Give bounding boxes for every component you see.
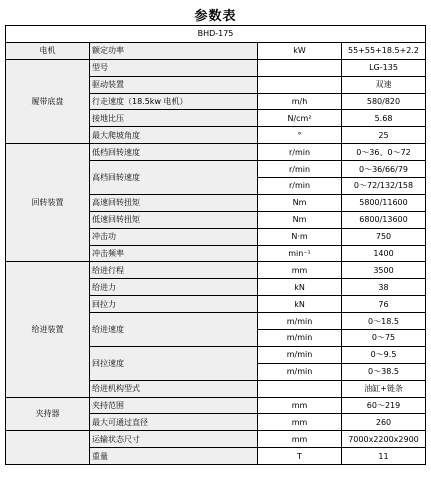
category-cell: 回转装置 [6, 144, 90, 262]
parameter-name: 给进速度 [90, 313, 258, 347]
value-cell: 750 [342, 228, 426, 245]
unit-cell: T [258, 448, 342, 465]
unit-cell: N·m [258, 228, 342, 245]
value-cell: 1400 [342, 245, 426, 262]
unit-cell: mm [258, 431, 342, 448]
parameter-name: 冲击频率 [90, 245, 258, 262]
unit-cell: r/min [258, 144, 342, 161]
parameter-name: 低速回转扭矩 [90, 211, 258, 228]
parameter-name: 低档回转速度 [90, 144, 258, 161]
category-cell [6, 431, 90, 465]
category-cell: 夹持器 [6, 397, 90, 431]
unit-cell: kN [258, 279, 342, 296]
value-cell: 0～9.5 [342, 346, 426, 363]
parameter-name: 型号 [90, 59, 258, 76]
value-cell: 25 [342, 127, 426, 144]
value-cell: 76 [342, 296, 426, 313]
table-row [6, 431, 426, 448]
parameter-name: 额定功率 [90, 42, 258, 59]
value-cell: 38 [342, 279, 426, 296]
table-row [6, 397, 426, 414]
unit-cell: m/min [258, 313, 342, 330]
unit-cell: Nm [258, 211, 342, 228]
value-cell: 油缸+链条 [342, 380, 426, 397]
page-title: 参数表 [194, 9, 237, 24]
parameter-table [5, 25, 426, 465]
value-cell: LG-135 [342, 59, 426, 76]
parameter-name: 最大可通过直径 [90, 414, 258, 431]
value-cell: 双速 [342, 76, 426, 93]
unit-cell: kW [258, 42, 342, 59]
parameter-name: 给进机构型式 [90, 380, 258, 397]
parameter-name: 高速回转扭矩 [90, 194, 258, 211]
unit-cell: kN [258, 296, 342, 313]
unit-cell [258, 76, 342, 93]
unit-cell: N/cm² [258, 110, 342, 127]
value-cell: 0～18.5 [342, 313, 426, 330]
parameter-name: 重量 [90, 448, 258, 465]
value-cell: 6800/13600 [342, 211, 426, 228]
value-cell: 580/820 [342, 93, 426, 110]
unit-cell: r/min [258, 161, 342, 178]
value-cell: 55+55+18.5+2.2 [342, 42, 426, 59]
value-cell: 260 [342, 414, 426, 431]
parameter-name: 驱动装置 [90, 76, 258, 93]
value-cell: 0～36/66/79 [342, 161, 426, 178]
parameter-name: 最大爬坡角度 [90, 127, 258, 144]
parameter-name: 回拉力 [90, 296, 258, 313]
table-row [6, 59, 426, 76]
value-cell: 60～219 [342, 397, 426, 414]
unit-cell [258, 380, 342, 397]
value-cell: 5.68 [342, 110, 426, 127]
unit-cell: mm [258, 397, 342, 414]
unit-cell [258, 59, 342, 76]
unit-cell: min⁻¹ [258, 245, 342, 262]
category-cell: 给进装置 [6, 262, 90, 397]
parameter-name: 高档回转速度 [90, 161, 258, 195]
value-cell: 7000x2200x2900 [342, 431, 426, 448]
value-cell: 0～36、0～72 [342, 144, 426, 161]
value-cell: 0～72/132/158 [342, 178, 426, 195]
unit-cell: Nm [258, 194, 342, 211]
parameter-name: 冲击功 [90, 228, 258, 245]
unit-cell: m/min [258, 330, 342, 347]
unit-cell: mm [258, 414, 342, 431]
category-cell: 履带底盘 [6, 59, 90, 143]
unit-cell: m/min [258, 346, 342, 363]
unit-cell: ° [258, 127, 342, 144]
parameter-name: 运输状态尺寸 [90, 431, 258, 448]
value-cell: 3500 [342, 262, 426, 279]
table-row [6, 262, 426, 279]
table-row [6, 26, 426, 43]
value-cell: 11 [342, 448, 426, 465]
unit-cell: r/min [258, 178, 342, 195]
table-row [6, 144, 426, 161]
unit-cell: mm [258, 262, 342, 279]
category-cell: 电机 [6, 42, 90, 59]
unit-cell: m/min [258, 363, 342, 380]
value-cell: 5800/11600 [342, 194, 426, 211]
parameter-name: 夹持范围 [90, 397, 258, 414]
parameter-name: 回拉速度 [90, 346, 258, 380]
model-header: BHD-175 [6, 26, 426, 43]
parameter-name: 行走速度（18.5kw 电机） [90, 93, 258, 110]
parameter-name: 接地比压 [90, 110, 258, 127]
unit-cell: m/h [258, 93, 342, 110]
parameter-name: 给进行程 [90, 262, 258, 279]
parameter-name: 给进力 [90, 279, 258, 296]
value-cell: 0～38.5 [342, 363, 426, 380]
table-row [6, 42, 426, 59]
value-cell: 0～75 [342, 330, 426, 347]
